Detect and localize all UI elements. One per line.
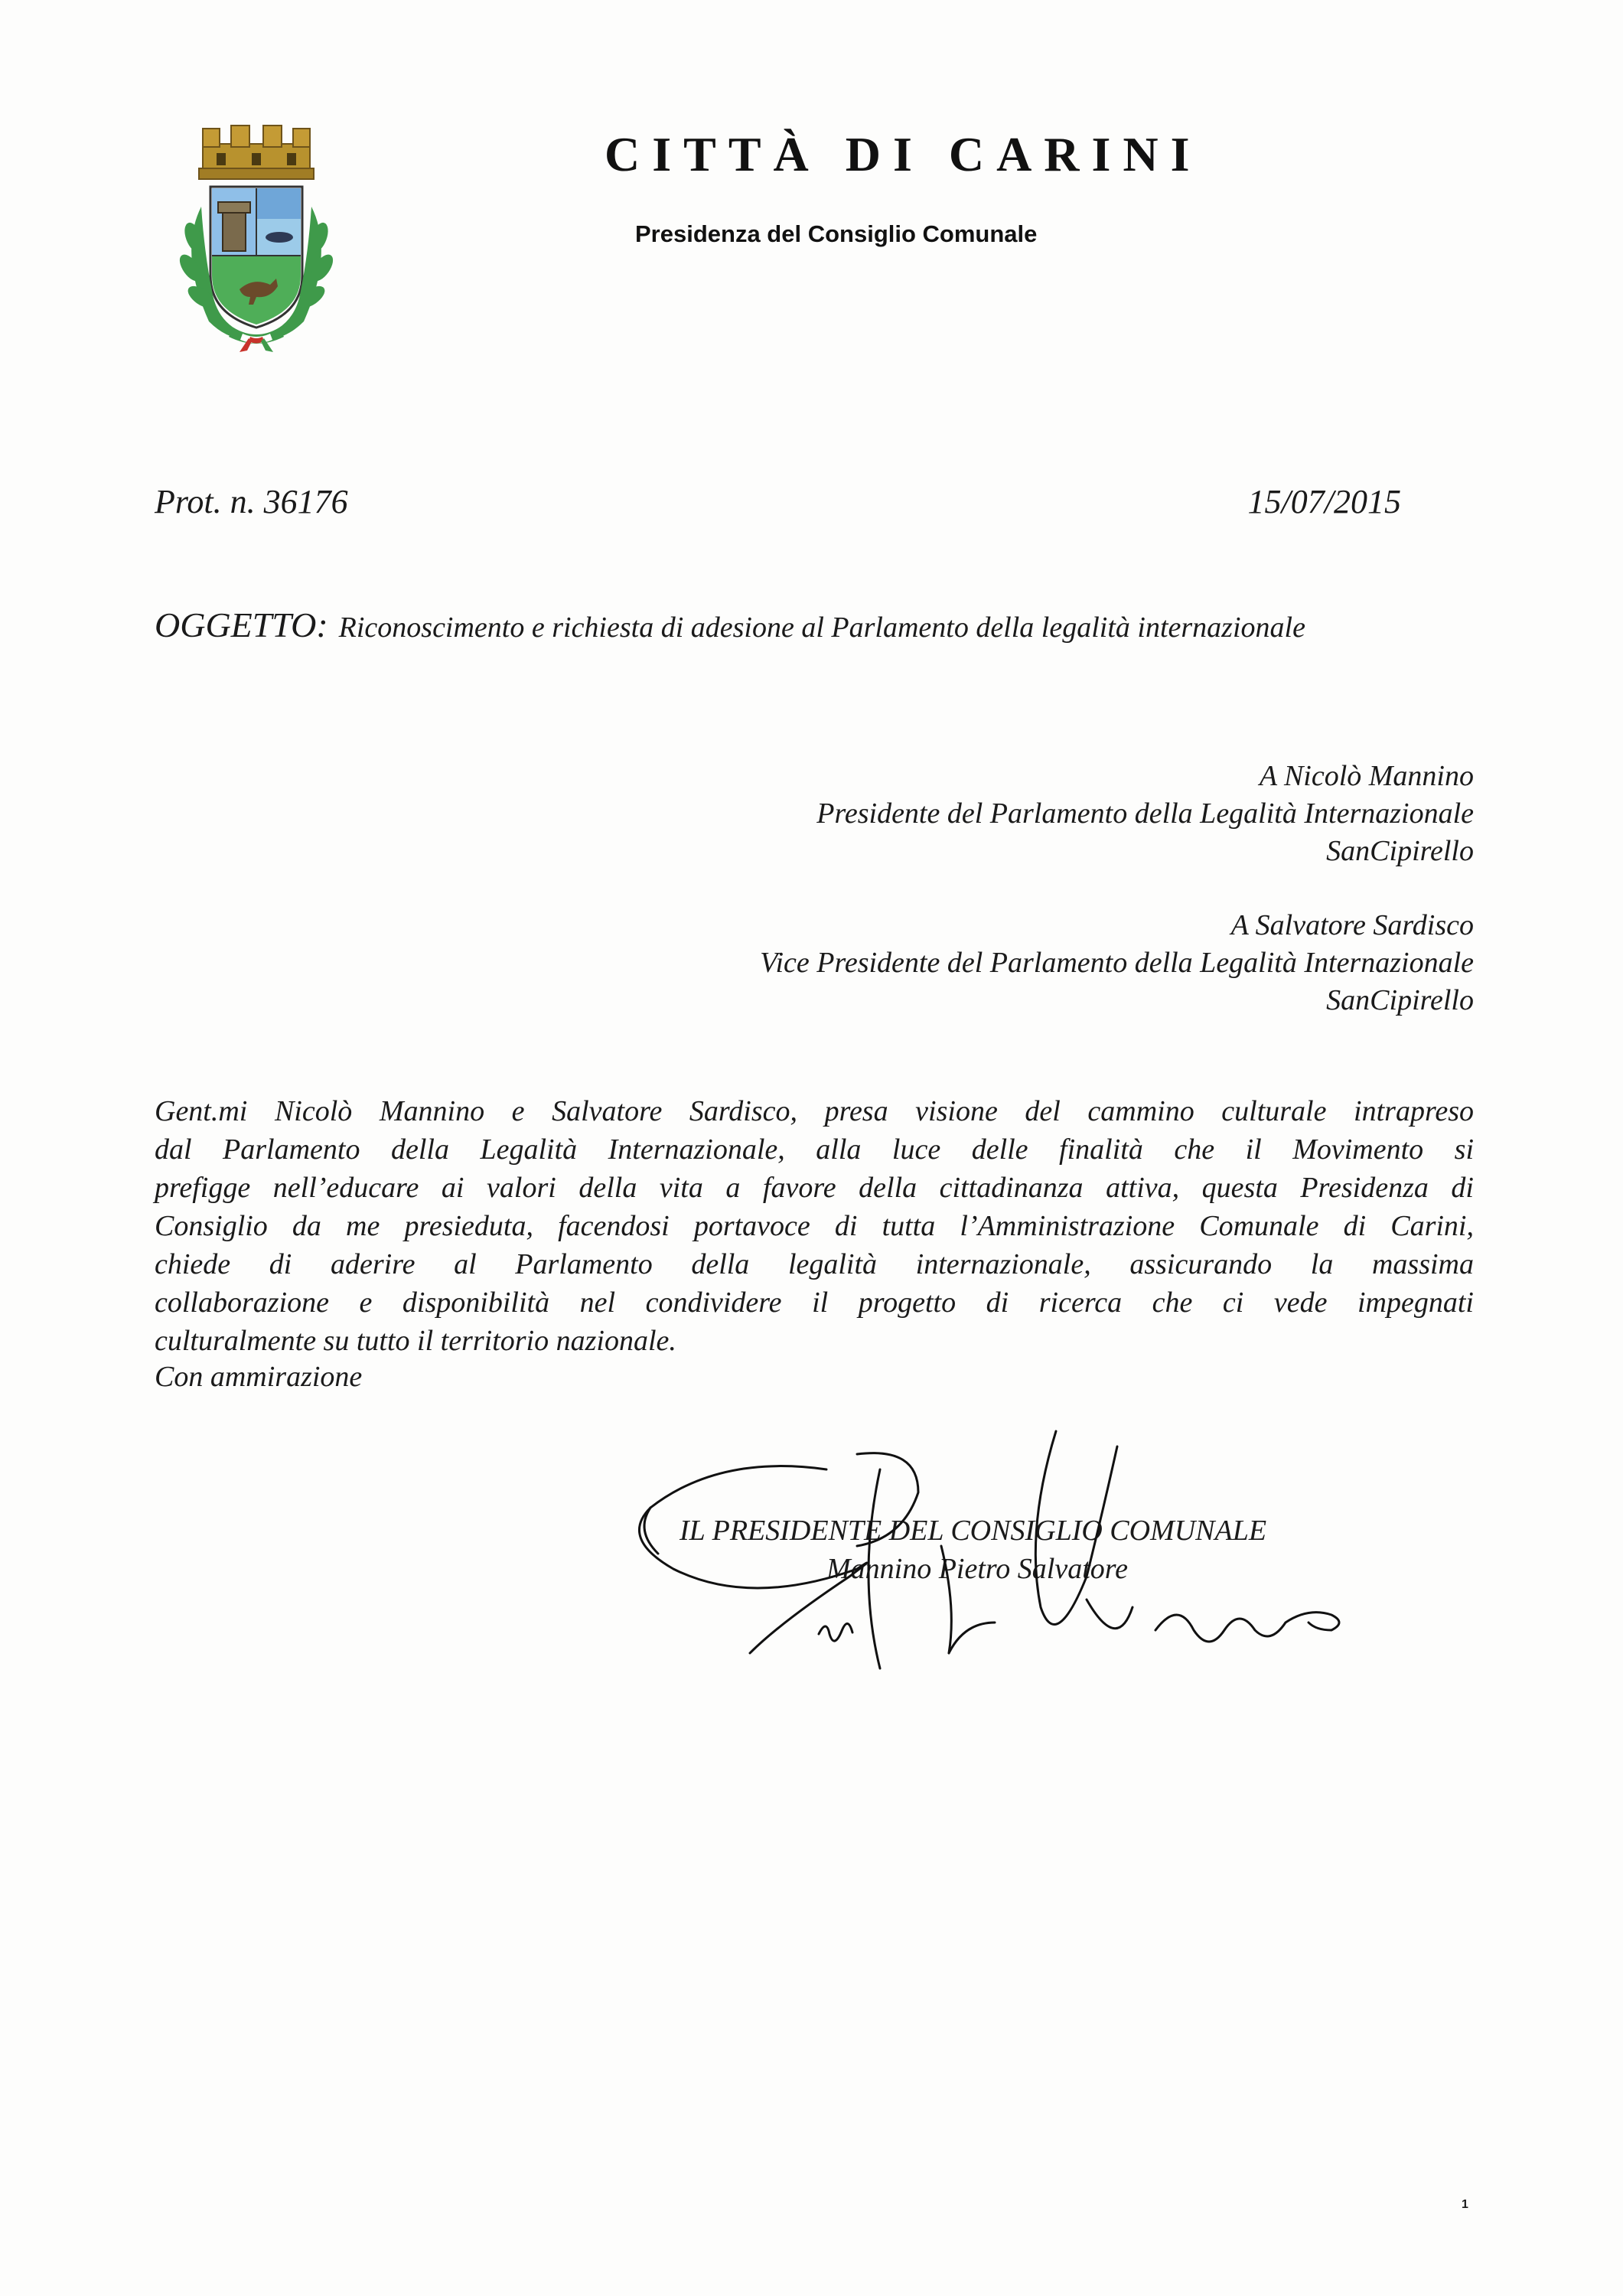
- recipient-place: SanCipirello: [1326, 835, 1474, 867]
- signatory-name: Mannino Pietro Salvatore: [826, 1553, 1129, 1585]
- tricolor-ribbon-icon: [229, 328, 284, 352]
- body-line: prefigge nell’educare ai valori della vita a favore della cittadinanza attiva, questa Presidenza di: [155, 1172, 1474, 1204]
- recipient-name: A Salvatore Sardisco: [1230, 909, 1474, 941]
- recipient-name: A Nicolò Mannino: [1259, 760, 1474, 792]
- recipient-place: SanCipirello: [1326, 984, 1474, 1016]
- coat-of-arms-icon: [157, 122, 356, 352]
- letter-body: [155, 1092, 1474, 1360]
- body-line: chiede di aderire al Parlamento della legalità internazionale, assicurando la massima: [155, 1248, 1474, 1280]
- shield-icon: [210, 187, 302, 328]
- recipient-block: [816, 758, 1474, 870]
- subject-label: OGGETTO:: [155, 605, 328, 644]
- recipient-role: Vice Presidente del Parlamento della Legalità Internazionale: [760, 947, 1474, 979]
- body-line: culturalmente su tutto il territorio nazionale.: [155, 1325, 676, 1357]
- body-line: dal Parlamento della Legalità Internazionale, alla luce delle finalità che il Movimento si: [155, 1133, 1474, 1166]
- mural-crown-icon: [199, 126, 314, 179]
- recipient-block: [760, 907, 1474, 1019]
- protocol-number: Prot. n. 36176: [155, 483, 348, 520]
- closing-salutation: Con ammirazione: [155, 1361, 363, 1393]
- council-presidency-subtitle: Presidenza del Consiglio Comunale: [635, 220, 1038, 247]
- subject-text: Riconoscimento e richiesta di adesione al Parlamento della legalità internazionale: [338, 612, 1305, 644]
- signatory-title: IL PRESIDENTE DEL CONSIGLIO COMUNALE: [680, 1515, 1267, 1547]
- body-line: collaborazione e disponibilità nel condividere il progetto di ricerca che ci vede impegnati: [155, 1287, 1474, 1319]
- page-number: 1: [1462, 2198, 1468, 2211]
- recipient-role: Presidente del Parlamento della Legalità Internazionale: [816, 797, 1474, 830]
- letter-date: 15/07/2015: [1247, 483, 1401, 520]
- city-title: CITTÀ DI CARINI: [605, 127, 1202, 181]
- subject-line: [155, 605, 1305, 645]
- body-line: Consiglio da me presieduta, facendosi portavoce di tutta l’Amministrazione Comunale di Carini,: [155, 1210, 1474, 1242]
- body-line: Gent.mi Nicolò Mannino e Salvatore Sardisco, presa visione del cammino culturale intrapreso: [155, 1095, 1474, 1127]
